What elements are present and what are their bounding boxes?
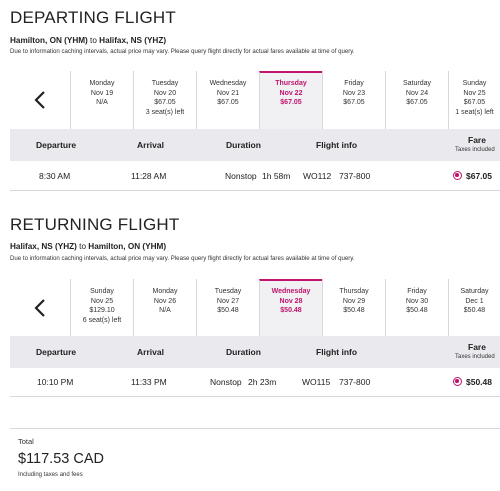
route-destination: Halifax, NS (YHZ) [99, 36, 167, 45]
day-date: Nov 28 [279, 297, 303, 305]
header-departure: Departure [36, 140, 77, 150]
departure-time: 8:30 AM [39, 171, 71, 181]
day-name: Saturday [460, 288, 489, 295]
header-arrival: Arrival [137, 347, 164, 357]
day-price: $50.48 [406, 307, 428, 315]
returning-disclaimer: Due to information caching intervals, actual price may vary. Please query flight directly for actual fares available at time of query. [10, 255, 355, 262]
header-fare: Fare [468, 342, 486, 352]
day-price: $67.05 [217, 99, 239, 107]
chevron-left-icon [34, 299, 46, 317]
stops: Nonstop [225, 171, 257, 181]
total-label: Total [18, 437, 34, 446]
flight-number: WO115 [302, 377, 331, 387]
returning-day-2[interactable] [196, 279, 259, 337]
day-date: Dec 1 [465, 297, 484, 305]
header-fare-taxes: Taxes included [455, 147, 495, 153]
day-price: N/A [96, 99, 108, 107]
route-destination: Hamilton, ON (YHM) [88, 242, 167, 251]
header-arrival: Arrival [137, 140, 164, 150]
arrival-time: 11:28 AM [131, 171, 167, 181]
fare-price: $50.48 [466, 377, 492, 387]
day-date: Nov 27 [216, 297, 240, 305]
day-seats: 6 seat(s) left [82, 316, 122, 324]
day-price: $67.05 [406, 99, 428, 107]
day-name: Monday [89, 80, 115, 87]
aircraft: 737-800 [339, 171, 371, 181]
day-price: $50.48 [463, 307, 486, 315]
day-date: Nov 24 [405, 89, 429, 97]
day-seats: 1 seat(s) left [455, 108, 494, 116]
returning-flight-row[interactable] [10, 367, 500, 397]
header-flight-info: Flight info [316, 347, 358, 357]
day-price: $50.48 [280, 307, 302, 315]
day-date: Nov 23 [342, 89, 366, 97]
returning-day-3-selected[interactable] [259, 279, 322, 337]
day-price: $67.05 [343, 99, 365, 107]
day-date: Nov 22 [279, 89, 303, 97]
day-name: Tuesday [214, 288, 242, 295]
day-date: Nov 19 [90, 89, 114, 97]
returning-day-6[interactable] [448, 279, 500, 337]
day-price: $50.48 [217, 307, 239, 315]
day-price: $67.05 [463, 99, 486, 107]
total-note: Including taxes and fees [18, 472, 83, 478]
radio-selected-icon[interactable] [453, 377, 462, 386]
day-date: Nov 21 [216, 89, 240, 97]
day-name: Friday [407, 288, 427, 295]
route-origin: Hamilton, ON (YHM) [10, 36, 88, 45]
duration: 2h 23m [248, 377, 277, 387]
day-price: $67.05 [154, 99, 176, 107]
day-name: Sunday [462, 80, 487, 87]
day-price: $50.48 [343, 307, 365, 315]
header-fare: Fare [468, 135, 486, 145]
day-name: Thursday [275, 80, 307, 87]
route-to: to [87, 36, 100, 45]
day-date: Nov 25 [90, 297, 114, 305]
day-price: $129.10 [89, 307, 115, 315]
returning-day-0[interactable] [70, 279, 133, 337]
day-date: Nov 20 [153, 89, 177, 97]
aircraft: 737-800 [339, 377, 371, 387]
route-to: to [76, 242, 89, 251]
fare-price: $67.05 [466, 171, 492, 181]
flight-number: WO112 [303, 171, 332, 181]
header-flight-info: Flight info [316, 140, 358, 150]
route-origin: Halifax, NS (YHZ) [10, 242, 77, 251]
day-date: Nov 25 [463, 89, 486, 97]
day-date: Nov 26 [153, 297, 177, 305]
returning-route [10, 242, 166, 251]
arrival-time: 11:33 PM [131, 377, 167, 387]
total-summary [10, 428, 500, 478]
day-name: Saturday [402, 80, 432, 87]
returning-day-5[interactable] [385, 279, 448, 337]
returning-table-header [10, 336, 500, 368]
departure-time: 10:10 PM [37, 377, 74, 387]
total-amount: $117.53 CAD [18, 451, 104, 467]
day-name: Monday [152, 288, 178, 295]
header-duration: Duration [226, 347, 261, 357]
header-departure: Departure [36, 347, 77, 357]
day-name: Tuesday [151, 80, 179, 87]
returning-prev-dates-button[interactable] [10, 279, 70, 337]
returning-date-strip [10, 279, 500, 337]
day-price: $67.05 [280, 99, 302, 107]
day-price: N/A [159, 307, 171, 315]
header-fare-taxes: Taxes included [455, 354, 495, 360]
stops: Nonstop [210, 377, 242, 387]
day-seats: 3 seat(s) left [145, 108, 185, 116]
header-duration: Duration [226, 140, 261, 150]
returning-title: RETURNING FLIGHT [10, 215, 180, 234]
day-date: Nov 29 [342, 297, 366, 305]
day-name: Wednesday [209, 80, 247, 87]
returning-day-4[interactable] [322, 279, 385, 337]
departing-disclaimer: Due to information caching intervals, actual price may vary. Please query flight directly for actual fares available at time of query. [10, 48, 355, 55]
day-name: Sunday [90, 288, 114, 295]
returning-day-1[interactable] [133, 279, 196, 337]
day-name: Thursday [339, 288, 369, 295]
day-name: Friday [344, 80, 364, 87]
departing-title: DEPARTING FLIGHT [10, 8, 176, 27]
day-date: Nov 30 [405, 297, 429, 305]
duration: 1h 58m [262, 171, 291, 181]
day-name: Wednesday [271, 288, 311, 295]
